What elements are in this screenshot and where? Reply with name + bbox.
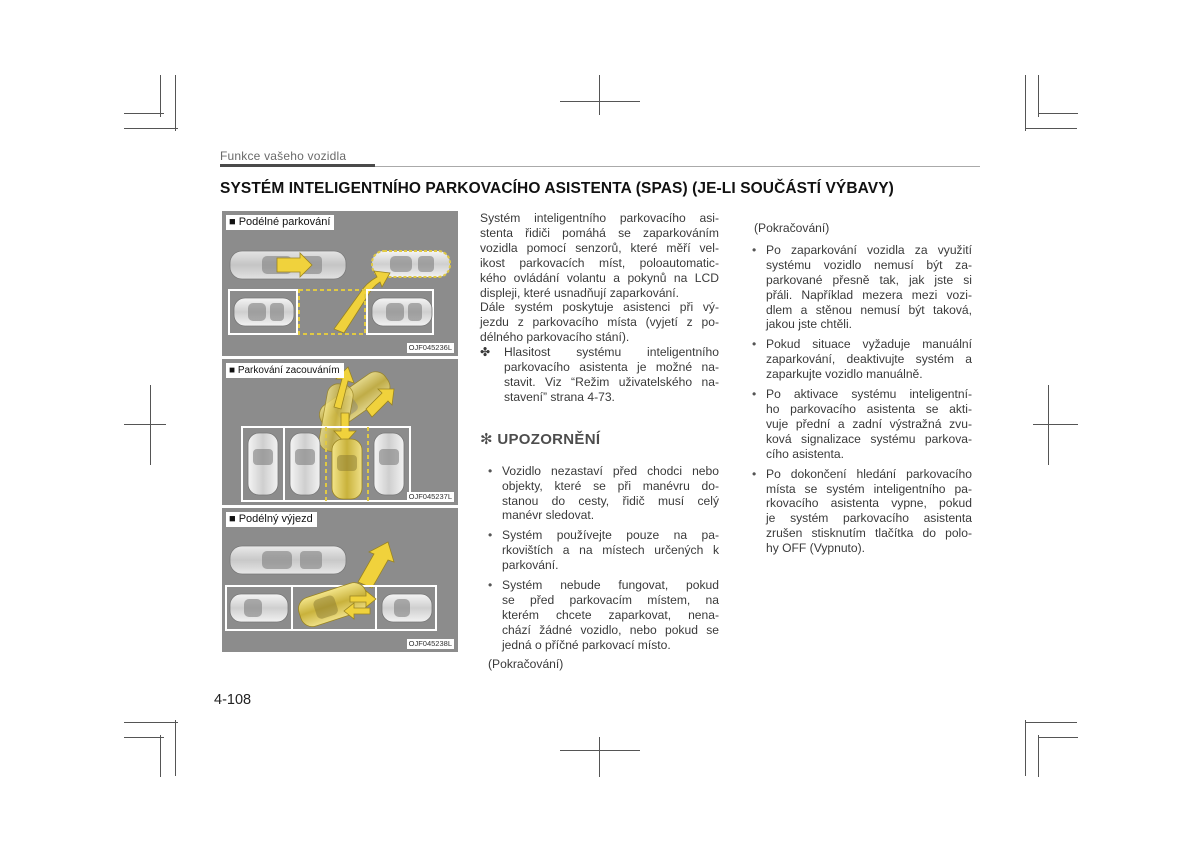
intro-line: délného parkovacího stání). <box>480 330 630 345</box>
intro-line: displeji, které usnadňují zaparkování. <box>480 285 679 300</box>
bullet-line: zaparkování, deaktivujte systém a <box>766 352 972 367</box>
bullet-line: dlem a stěnou nemusí být taková, <box>766 302 972 317</box>
figure-parallel-parking <box>222 211 458 356</box>
text-column-2 <box>752 221 972 561</box>
continued-top: (Pokračování) <box>754 221 830 235</box>
parked-car-4 <box>374 433 404 495</box>
intro-paragraph <box>480 211 719 345</box>
exiting-car-highlight <box>295 580 371 630</box>
car-top-ghost <box>230 546 346 574</box>
bullet-line: parkované přesně tak, jak jste si <box>766 272 972 287</box>
bullet-line: přáli. Například mezera mezi vozi- <box>766 287 972 302</box>
bullet-line: je systém parkovacího asistenta <box>766 511 972 526</box>
intro-line: stenta řidiči pomáhá se zaparkováním <box>480 225 719 240</box>
parked-car-right <box>382 594 432 622</box>
note-line: parkovacího asistenta je možné na- <box>504 360 719 375</box>
caution-bullet <box>480 464 719 524</box>
intro-line: jezdu z parkovacího místa (vyjetí z po- <box>480 315 719 330</box>
bullet-line: místa se systém inteligentního pa- <box>766 481 972 496</box>
bullet-line: Pokud situace vyžaduje manuální <box>766 337 972 352</box>
bullet-line: cího asistenta. <box>766 446 844 461</box>
figure-code: OJF045238L <box>408 639 452 648</box>
bullet-dot-icon: • <box>752 242 757 257</box>
bullet-line: jakou jste chtěli. <box>766 317 853 332</box>
bullet-dot-icon: • <box>752 337 757 352</box>
bullet-dot-icon: • <box>488 528 493 543</box>
text-column-1 <box>480 211 719 671</box>
parked-car-1 <box>248 433 278 495</box>
volume-note <box>480 345 719 405</box>
parked-car-left <box>230 594 288 622</box>
bullet-line: manévr sledovat. <box>502 508 595 523</box>
parallel-exit-illustration <box>222 508 458 652</box>
bullet-line: rkovacího asistenta vypne, pokud <box>766 496 972 511</box>
caution-bullet <box>480 528 719 573</box>
arrow-exit-icon <box>358 542 394 588</box>
figure-label: ■ Podélné parkování <box>226 215 334 230</box>
figure-code: OJF045237L <box>408 492 452 501</box>
bullet-line: chází žádné vozidlo, nebo pokud se <box>502 622 719 637</box>
caution-heading: ✻ UPOZORNĚNÍ <box>480 430 601 448</box>
intro-line: Systém inteligentního parkovacího asi- <box>480 211 719 225</box>
figure-parallel-exit <box>222 508 458 652</box>
info-bullet <box>752 387 972 462</box>
parked-car-2 <box>290 433 320 495</box>
intro-line: vozidla pomocí senzorů, které měří vel- <box>480 240 719 255</box>
info-bullet <box>752 243 972 332</box>
bullet-line: Po dokončení hledání parkovacího <box>766 466 972 481</box>
bullet-line: zaparkujte vozidlo manuálně. <box>766 367 923 382</box>
bullet-line: parkování. <box>502 558 559 573</box>
bullet-line: ho parkovacího asistenta se akti- <box>766 401 972 416</box>
page-number: 4-108 <box>214 692 252 708</box>
header-rule-light <box>375 166 980 167</box>
bullet-line: rkovištích a na místech určených k <box>502 543 719 558</box>
note-line: Hlasitost systému inteligentního <box>504 345 719 360</box>
bullet-line: ková signalizace systému parkova- <box>766 431 972 446</box>
figure-label: ■ Podélný výjezd <box>226 512 317 527</box>
figure-code: OJF045236L <box>408 343 452 352</box>
bullet-dot-icon: • <box>488 578 493 593</box>
bullet-line: stanou do cesty, řidič musí celý <box>502 493 719 508</box>
bullet-dot-icon: • <box>488 463 493 478</box>
intro-line: Dále systém poskytuje asistenci při vý- <box>480 300 719 315</box>
figure-reverse-parking <box>222 359 458 505</box>
bullet-line: objekty, které se při manévru do- <box>502 478 719 493</box>
parked-car-left <box>234 298 294 326</box>
parallel-parking-illustration <box>222 211 458 356</box>
bullet-line: Systém nebude fungovat, pokud <box>502 578 719 593</box>
bullet-line: systému vozidlo nemusí být za- <box>766 257 972 272</box>
intro-line: ikost parkovacích míst, poloautomatic- <box>480 255 719 270</box>
continued-note: (Pokračování) <box>488 656 564 671</box>
info-bullet <box>752 467 972 556</box>
info-bullet <box>752 337 972 382</box>
bullet-line: Po zaparkování vozidla za využití <box>766 242 972 257</box>
bullet-dot-icon: • <box>752 466 757 481</box>
bullet-line: se před parkovacím místem, na <box>502 592 719 607</box>
note-symbol-icon: ✤ <box>480 345 491 360</box>
bullet-line: hy OFF (Vypnuto). <box>766 541 866 556</box>
parking-car-highlight <box>332 439 362 499</box>
bullet-line: Po aktivace systému inteligentní- <box>766 387 972 402</box>
intro-line: kého ovládání volantu a pokynů na LCD <box>480 270 719 285</box>
section-header: Funkce vašeho vozidla <box>220 149 347 163</box>
note-line: stavení” strana 4-73. <box>504 389 615 404</box>
header-rule-dark <box>220 164 375 167</box>
figure-label: ■ Parkování zacouváním <box>226 363 344 378</box>
note-line: stavit. Viz “Režim uživatelského na- <box>504 374 719 389</box>
bullet-line: jedná o příčné parkovací místo. <box>502 637 671 652</box>
bullet-dot-icon: • <box>752 387 757 402</box>
bullet-line: Vozidlo nezastaví před chodci nebo <box>502 463 719 478</box>
bullet-line: zrušen stisknutím tlačítka do polo- <box>766 526 972 541</box>
bullet-line: Systém používejte pouze na pa- <box>502 528 719 543</box>
bullet-line: vuje přední a zadní výstražná zvu- <box>766 416 972 431</box>
page-title: SYSTÉM INTELIGENTNÍHO PARKOVACÍHO ASISTENTA (SPAS) (JE-LI SOUČÁSTÍ VÝBAVY) <box>220 180 894 197</box>
reverse-parking-illustration <box>222 359 458 505</box>
caution-bullet <box>480 578 719 653</box>
parked-car-right <box>372 298 432 326</box>
bullet-line: kterém chcete zaparkovat, nena- <box>502 607 719 622</box>
